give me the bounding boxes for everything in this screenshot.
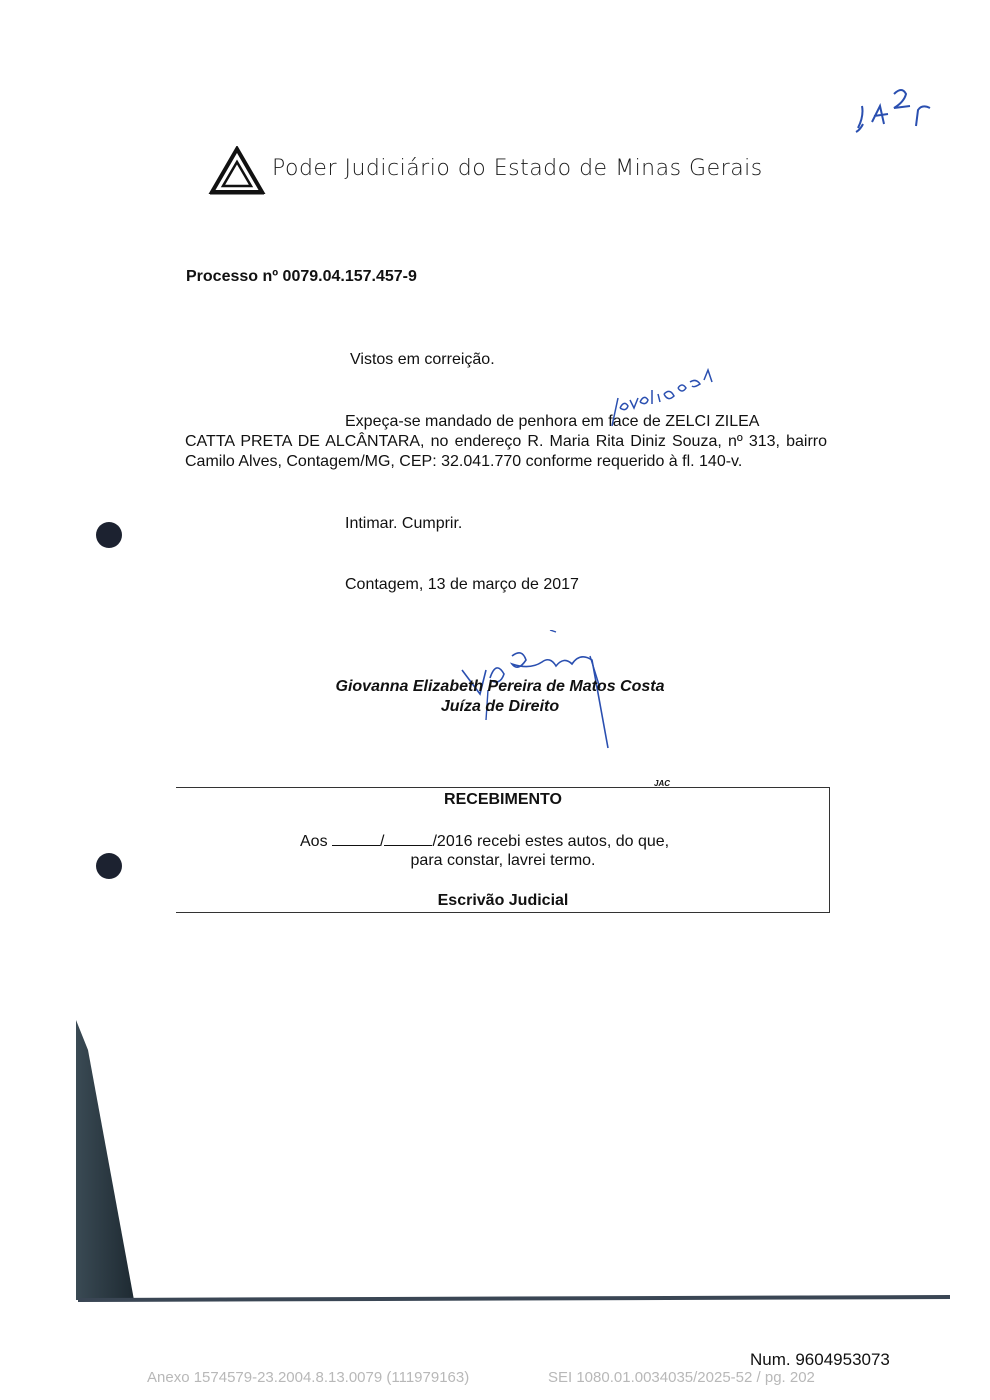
judge-role: Juíza de Direito [440,698,560,715]
process-number: Processo nº 0079.04.157.457-9 [186,268,417,285]
scan-shadow-artifact [76,1020,956,1305]
receipt-line-2: para constar, lavrei termo. [410,852,596,869]
order-paragraph-rest: CATTA PRETA DE ALCÂNTARA, no endereço R. Maria Rita Diniz Souza, nº 313, bairro Camilo Alves, Contagem/MG, CEP: 32.041.770 conforme requerido à fl. 140-v. [185,433,827,470]
receipt-prefix: Aos [300,833,328,850]
initials: JAC [654,779,671,788]
receipt-signer: Escrivão Judicial [437,892,569,909]
handwritten-annotation [608,360,728,430]
receipt-separator: / [380,833,385,850]
header-title: Poder Judiciário do Estado de Minas Gerais [272,156,763,181]
footer-sei: SEI 1080.01.0034035/2025-52 / pg. 202 [548,1369,815,1386]
month-blank [384,831,432,846]
order-paragraph-first-line: Expeça-se mandado de penhora em face de ZELCI ZILEA [345,413,760,430]
day-blank [332,831,380,846]
signature-block [250,677,750,717]
vistos-text: Vistos em correição. [350,351,495,368]
handwritten-folio-number [850,80,945,145]
court-logo-icon [208,146,266,196]
document-number: Num. 9604953073 [750,1350,890,1369]
order-paragraph [185,412,827,472]
date-text: Contagem, 13 de março de 2017 [345,576,579,593]
punch-hole [96,522,122,548]
punch-hole [96,853,122,879]
receipt-title: RECEBIMENTO [444,791,562,808]
receipt-line-1 [300,831,669,851]
footer-anexo: Anexo 1574579-23.2004.8.13.0079 (111979163) [147,1369,470,1386]
receipt-suffix: /2016 recebi estes autos, do que, [432,833,670,850]
intimar-text: Intimar. Cumprir. [345,515,463,532]
judge-name: Giovanna Elizabeth Pereira de Matos Costa [335,678,665,695]
